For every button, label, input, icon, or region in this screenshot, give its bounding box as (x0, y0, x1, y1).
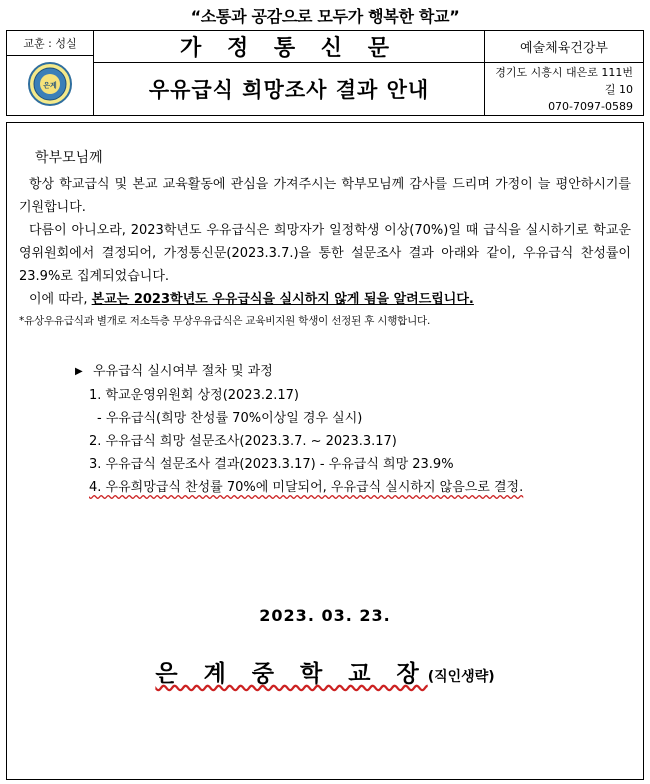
announcement: 본교는 2023학년도 우유급식을 실시하지 않게 됨을 알려드립니다. (91, 292, 474, 307)
paragraph-1: 항상 학교급식 및 본교 교육활동에 관심을 가져주시는 학부모님께 감사를 드리며 가정이 늘 평안하시기를 기원합니다. (19, 177, 631, 215)
school-logo (28, 62, 72, 106)
step-1: 1. 학교운영위원회 상정(2023.2.17) (89, 388, 299, 403)
step-4: 4. 우유희망급식 찬성률 70%에 미달되어, 우유급식 실시하지 않음으로 결정. (89, 480, 524, 495)
procedure-section (75, 360, 631, 499)
footnote: *유상우유급식과 별개로 저소득층 무상우유급식은 교육비지원 학생이 선정된 후 시행합니다. (19, 315, 431, 327)
greeting: 학부모님께 (35, 150, 103, 166)
letter-body (19, 147, 631, 687)
paragraph-2: 다름이 아니오라, 2023학년도 우유급식은 희망자가 일정학생 이상(70%)일 때 급식을 실시하기로 학교운영위원회에서 결정되어, 가정통신문(2023.3.7.)을 통한 설문조사 결과 아래와 같이, 우유급식 찬성률이 23.9%로 집계되었습니다. (19, 223, 631, 284)
step-1-detail: - 우유급식(희망 찬성률 70%이상일 경우 실시) (97, 411, 363, 426)
triangle-bullet-icon: ▶ (75, 366, 83, 377)
procedure-heading (75, 360, 631, 383)
department: 예술체육건강부 (485, 31, 644, 63)
subtitle: 우유급식 희망조사 결과 안내 (94, 63, 485, 116)
principal-title: 은 계 중 학 교 장 (155, 661, 428, 687)
seal-omitted-note: (직인생략) (427, 669, 495, 685)
logo-cell (7, 56, 94, 116)
newsletter-title: 가 정 통 신 문 (94, 31, 485, 63)
logo-text: 은계 (43, 81, 57, 89)
phone: 070-7097-0589 (548, 99, 633, 113)
issue-date: 2023. 03. 23. (259, 606, 391, 625)
contact-info (485, 63, 644, 116)
paragraph-3-prefix: 이에 따라, (29, 292, 92, 307)
paragraph-3 (19, 288, 631, 311)
step-3: 3. 우유급식 설문조사 결과(2023.3.17) - 우유급식 희망 23.9% (89, 457, 454, 472)
procedure-heading-text: 우유급식 실시여부 절차 및 과정 (93, 364, 273, 379)
address: 경기도 시흥시 대은로 111번길 10 (495, 65, 633, 96)
signature (19, 655, 631, 688)
school-motto: “소통과 공감으로 모두가 행복한 학교” (190, 7, 460, 26)
step-2: 2. 우유급식 희망 설문조사(2023.3.7. ~ 2023.3.17) (89, 434, 397, 449)
content-box (6, 122, 644, 780)
header-table (6, 30, 644, 116)
motto-label: 교훈 : 성실 (7, 31, 94, 56)
